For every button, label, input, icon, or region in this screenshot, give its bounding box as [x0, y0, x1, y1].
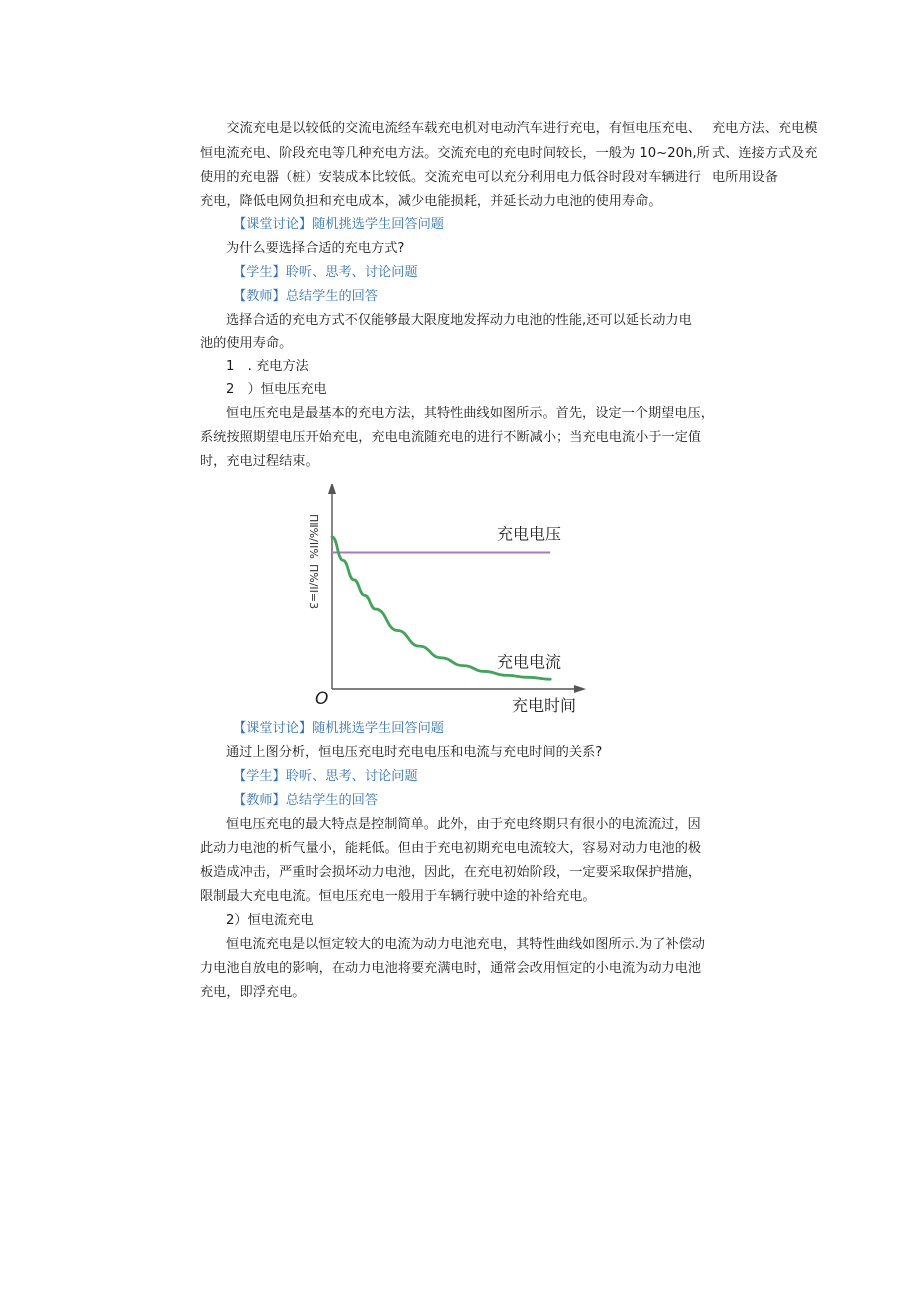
current-label: 充电电流 [497, 652, 562, 672]
intro-line-4: 充电，降低电网负担和充电成本，减少电能损耗，并延长动力电池的使用寿命。 [200, 194, 662, 209]
student-note-2: 【学生】聆听、思考、讨论问题 [233, 769, 418, 784]
teacher-note: 【教师】总结学生的回答 [233, 289, 379, 304]
origin-label: O [315, 689, 329, 709]
x-axis-arrow [574, 685, 586, 693]
teacher-note-2: 【教师】总结学生的回答 [233, 793, 379, 808]
subsection-heading: 2 ）恒电压充电 [226, 382, 327, 397]
answer2-line-4: 限制最大充电电流。恒电压充电一般用于车辆行驶中途的补给充电。 [200, 889, 596, 904]
charging-curve-chart [300, 484, 590, 716]
section2-line-2: 力电池自放电的影响，在动力电池将要充满电时，通常会改用恒定的小电流为动力电池 [200, 961, 702, 976]
discussion-question: 为什么要选择合适的充电方式? [226, 241, 405, 256]
discussion-tag-2: 【课堂讨论】随机挑选学生回答问题 [233, 721, 444, 736]
answer2-line-3: 板造成冲击，严重时会损坏动力电池，因此，在充电初始阶段，一定要采取保护措施， [200, 865, 702, 880]
answer-line-2: 池的使用寿命。 [200, 336, 293, 351]
subsection-heading-2: 2）恒电流充电 [226, 913, 314, 928]
body-line-1: 恒电压充电是最基本的充电方法，其特性曲线如图所示。首先，设定一个期望电压， [226, 406, 714, 421]
intro-line-1: 交流充电是以较低的交流电流经车载充电机对电动汽车进行充电，有恒电压充电、 [200, 121, 702, 136]
y-axis-label-bottom: Π%/ΙΙ=3 [307, 564, 320, 610]
answer-line-1: 选择合适的充电方式不仅能够最大限度地发挥动力电池的性能,还可以延长动力电 [226, 313, 692, 328]
voltage-label: 充电电压 [497, 524, 562, 544]
y-axis-arrow [328, 484, 336, 494]
body-line-3: 时，充电过程结束。 [200, 454, 319, 469]
y-axis-label-top: ΠⅡ%/ΙΙ% [307, 514, 320, 559]
student-note: 【学生】聆听、思考、讨论问题 [233, 265, 418, 280]
discussion-question-2: 通过上图分析，恒电压充电时充电电压和电流与充电时间的关系? [226, 745, 603, 760]
margin-note-3: 电所用设备 [712, 170, 778, 185]
x-axis-label: 充电时间 [512, 696, 577, 715]
intro-line-3: 使用的充电器（桩）安装成本比较低。交流充电可以充分利用电力低谷时段对车辆进行 [200, 170, 702, 185]
section2-line-3: 充电，即浮充电。 [200, 985, 306, 1000]
answer2-line-1: 恒电压充电的最大特点是控制简单。此外，由于充电终期只有很小的电流流过，因 [226, 817, 701, 832]
answer2-line-2: 此动力电池的析气量小，能耗低。但由于充电初期充电电流较大，容易对动力电池的极 [200, 841, 702, 856]
margin-note-2: 式、连接方式及充 [712, 146, 818, 161]
section-heading: 1 . 充电方法 [226, 359, 309, 374]
body-line-2: 系统按照期望电压开始充电，充电电流随充电的进行不断减小；当充电电流小于一定值 [200, 430, 702, 445]
intro-line-2: 恒电流充电、阶段充电等几种充电方法。交流充电的充电时间较长，一般为 10~20h,所 [200, 146, 710, 161]
discussion-tag: 【课堂讨论】随机挑选学生回答问题 [233, 217, 444, 232]
margin-note-1: 充电方法、充电模 [712, 121, 818, 136]
section2-line-1: 恒电流充电是以恒定较大的电流为动力电池充电，其特性曲线如图所示.为了补偿动 [226, 937, 705, 952]
